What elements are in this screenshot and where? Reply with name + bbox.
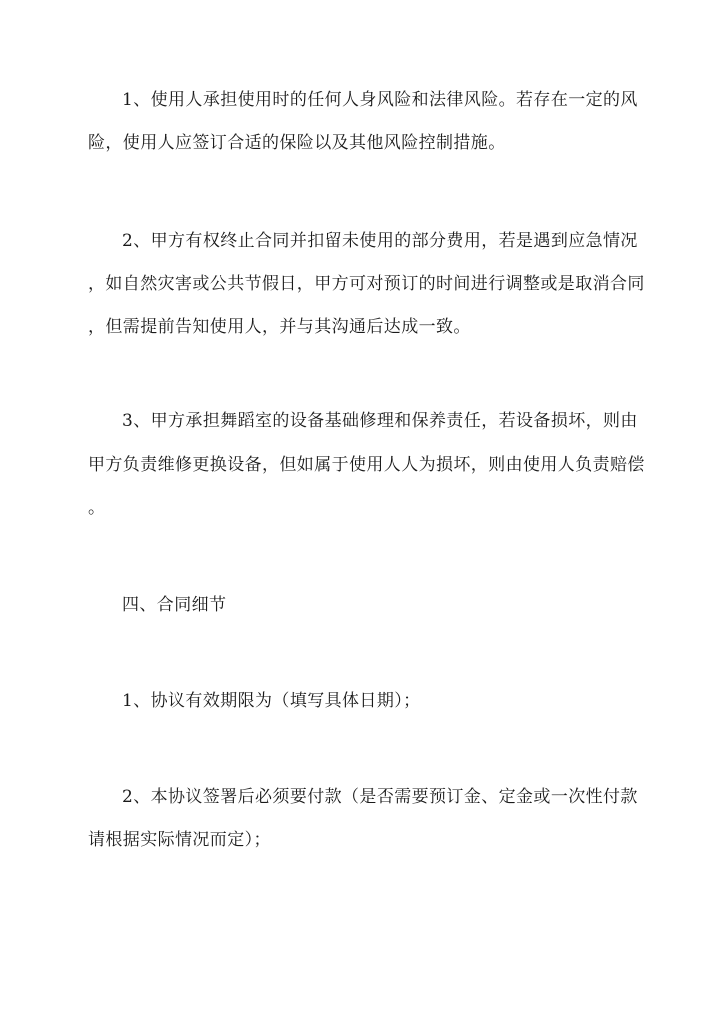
section-title: 四、合同细节: [122, 595, 227, 615]
paragraph-line: 1、使用人承担使用时的任何人身风险和法律风险。若存在一定的风: [122, 90, 638, 110]
paragraph-line: ，但需提前告知使用人，并与其沟通后达成一致。: [88, 317, 471, 337]
paragraph-line: 险，使用人应签订合适的保险以及其他风险控制措施。: [88, 133, 506, 153]
paragraph-line: 甲方负责维修更换设备，但如属于使用人人为损坏，则由使用人负责赔偿: [88, 455, 645, 475]
paragraph-line: 1、协议有效期限为（填写具体日期）；: [122, 691, 421, 711]
paragraph-line: ，如自然灾害或公共节假日，甲方可对预订的时间进行调整或是取消合同: [88, 274, 645, 294]
paragraph-line: 请根据实际情况而定）；: [88, 830, 271, 850]
paragraph-line: 。: [88, 498, 106, 518]
paragraph-line: 2、甲方有权终止合同并扣留未使用的部分费用，若是遇到应急情况: [122, 231, 638, 251]
paragraph-line: 2、本协议签署后必须要付款（是否需要预订金、定金或一次性付款: [122, 787, 638, 807]
paragraph-line: 3、甲方承担舞蹈室的设备基础修理和保养责任，若设备损坏，则由: [122, 411, 638, 431]
